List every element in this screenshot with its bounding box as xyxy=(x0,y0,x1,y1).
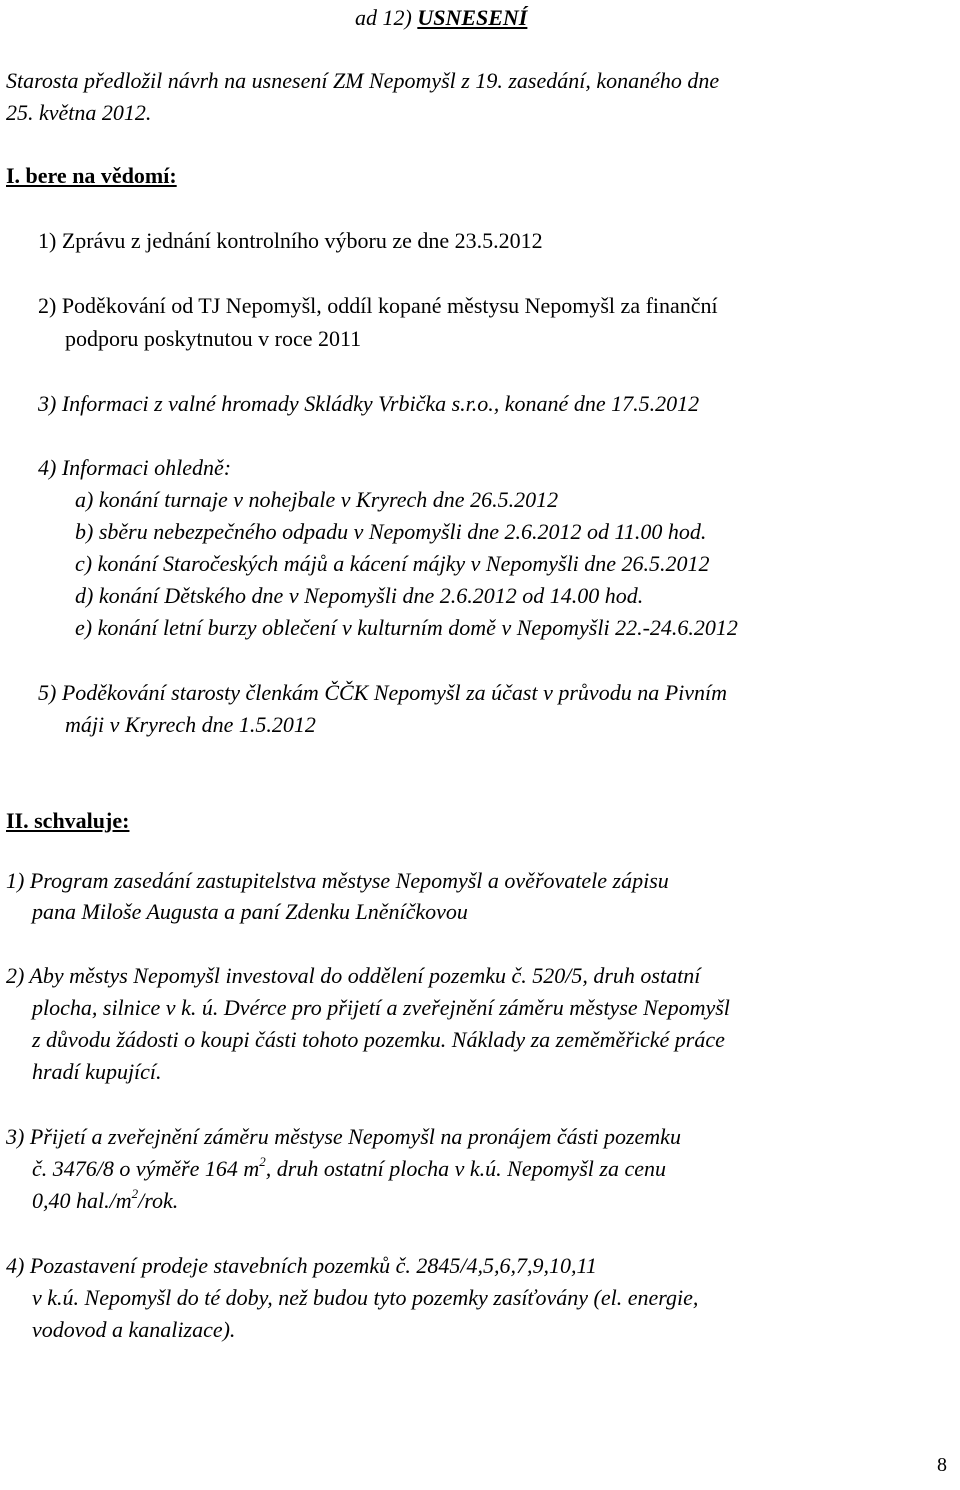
s2-item-3-line-2-a: č. 3476/8 o výměře 164 m xyxy=(32,1156,260,1181)
s2-item-3-line-3-b: /rok. xyxy=(138,1188,179,1213)
s1-item-4-c: c) konání Staročeských májů a kácení májky v Nepomyšli dne 26.5.2012 xyxy=(75,551,710,576)
intro-line-1: Starosta předložil návrh na usnesení ZM Nepomyšl z 19. zasedání, konaného dne xyxy=(6,68,720,93)
s1-item-1: 1) Zprávu z jednání kontrolního výboru ze dne 23.5.2012 xyxy=(38,228,543,253)
s2-item-3-line-2 xyxy=(32,1154,666,1184)
s2-item-2-line-3: z důvodu žádosti o koupi části tohoto pozemku. Náklady za zeměměřické práce xyxy=(32,1027,725,1052)
s2-item-1-line-1: 1) Program zasedání zastupitelstva městyse Nepomyšl a ověřovatele zápisu xyxy=(6,868,669,893)
superscript-2: 2 xyxy=(131,1185,139,1201)
s1-item-5-line-2: máji v Kryrech dne 1.5.2012 xyxy=(65,712,316,737)
s1-item-4-d: d) konání Dětského dne v Nepomyšli dne 2.6.2012 od 14.00 hod. xyxy=(75,583,644,608)
s2-item-4-line-2: v k.ú. Nepomyšl do té doby, než budou tyto pozemky zasíťovány (el. energie, xyxy=(32,1285,699,1310)
s2-item-2-line-1: 2) Aby městys Nepomyšl investoval do oddělení pozemku č. 520/5, druh ostatní xyxy=(6,963,701,988)
s1-item-4: 4) Informaci ohledně: xyxy=(38,455,232,480)
s1-item-5-line-1: 5) Poděkování starosty členkám ČČK Nepomyšl za účast v průvodu na Pivním xyxy=(38,680,728,705)
s2-item-3-line-1: 3) Přijetí a zveřejnění záměru městyse Nepomyšl na pronájem části pozemku xyxy=(6,1124,681,1149)
section-2-label: II. schvaluje: xyxy=(6,808,130,833)
s1-item-2-line-2: podporu poskytnutou v roce 2011 xyxy=(65,326,362,351)
s1-item-4-a: a) konání turnaje v nohejbale v Kryrech dne 26.5.2012 xyxy=(75,487,559,512)
s1-item-4-e: e) konání letní burzy oblečení v kulturním domě v Nepomyšli 22.-24.6.2012 xyxy=(75,615,738,640)
intro-line-2: 25. května 2012. xyxy=(6,100,152,125)
section-1-label: I. bere na vědomí: xyxy=(6,163,177,188)
heading-title: USNESENÍ xyxy=(417,5,528,30)
superscript-2: 2 xyxy=(259,1153,266,1169)
s2-item-2-line-2: plocha, silnice v k. ú. Dvérce pro přijetí a zveřejnění záměru městyse Nepomyšl xyxy=(32,995,730,1020)
heading-prefix: ad 12) xyxy=(355,5,418,30)
s2-item-3-line-2-b: , druh ostatní plocha v k.ú. Nepomyšl za cenu xyxy=(265,1156,667,1181)
s1-item-3: 3) Informaci z valné hromady Skládky Vrbička s.r.o., konané dne 17.5.2012 xyxy=(38,391,700,416)
s1-item-4-b: b) sběru nebezpečného odpadu v Nepomyšli dne 2.6.2012 od 11.00 hod. xyxy=(75,519,707,544)
s2-item-2-line-4: hradí kupující. xyxy=(32,1059,162,1084)
s2-item-4-line-1: 4) Pozastavení prodeje stavebních pozemků č. 2845/4,5,6,7,9,10,11 xyxy=(6,1253,597,1278)
s2-item-1-line-2: pana Miloše Augusta a paní Zdenku Lněníčkovou xyxy=(32,899,468,924)
s2-item-3-line-3 xyxy=(32,1186,178,1216)
s2-item-3-line-3-a: 0,40 hal./m xyxy=(32,1188,132,1213)
s1-item-2-line-1: 2) Poděkování od TJ Nepomyšl, oddíl kopané městysu Nepomyšl za finanční xyxy=(38,293,718,318)
heading xyxy=(355,3,527,33)
page-number: 8 xyxy=(937,1454,947,1476)
s2-item-4-line-3: vodovod a kanalizace). xyxy=(32,1317,236,1342)
